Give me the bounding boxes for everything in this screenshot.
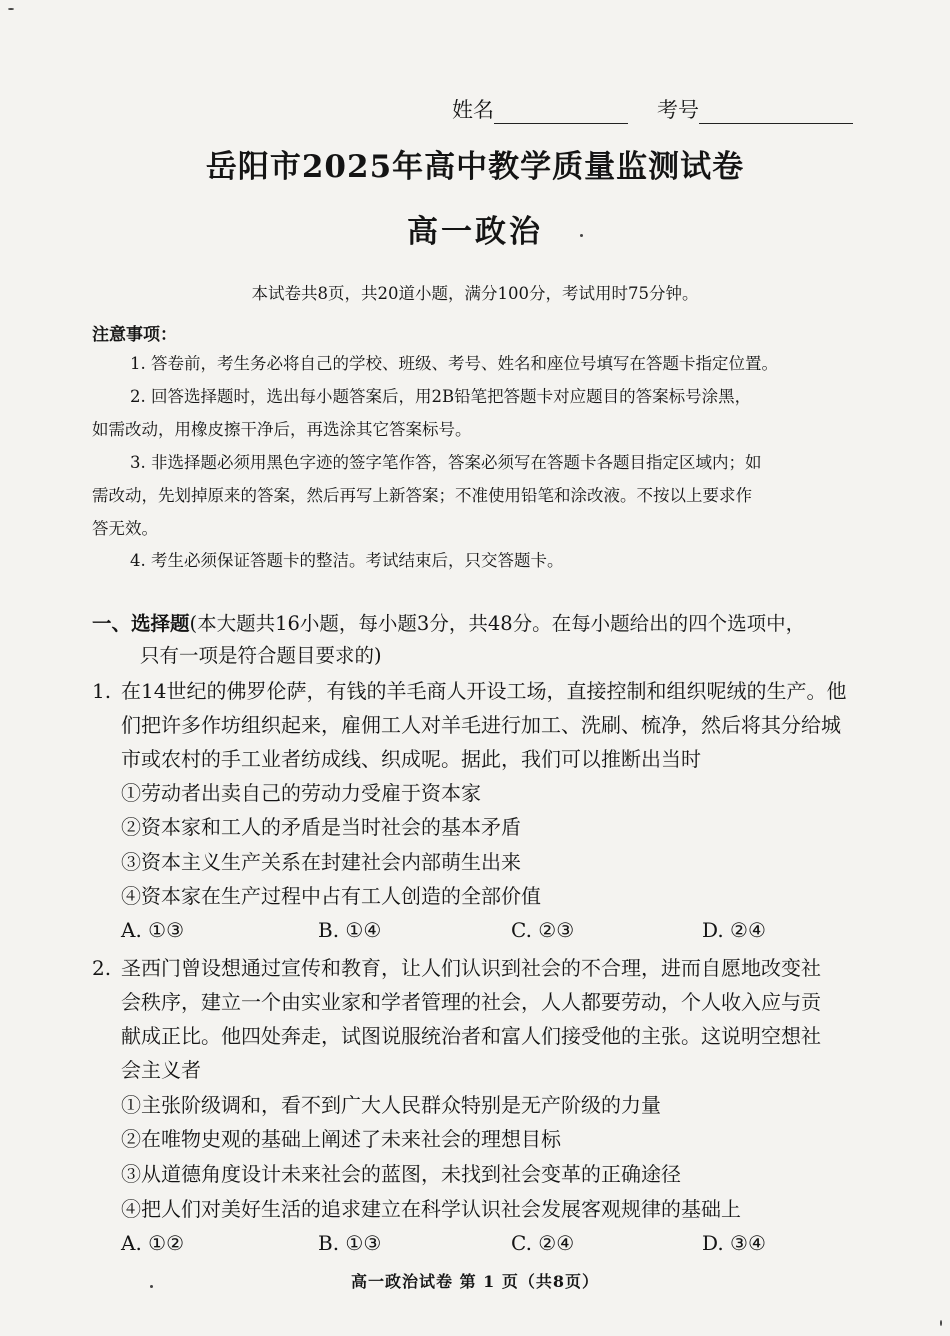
question-line: 市或农村的手工业者纺成线、织成呢。据此，我们可以推断出当时	[121, 747, 701, 771]
statement: ②资本家和工人的矛盾是当时社会的基本矛盾	[121, 815, 521, 839]
statement: ④把人们对美好生活的追求建立在科学认识社会发展客观规律的基础上	[121, 1197, 741, 1221]
scan-speck	[940, 1320, 942, 1326]
section-desc-cont: 只有一项是符合题目要求的)	[140, 644, 382, 667]
exam-title: 岳阳市2025年高中教学质量监测试卷	[205, 149, 745, 185]
statement: ③从道德角度设计未来社会的蓝图，未找到社会变革的正确途径	[121, 1162, 681, 1186]
scan-speck	[8, 8, 14, 10]
question-line: 会秩序，建立一个由实业家和学者管理的社会，人人都要劳动，个人收入应与贡	[121, 990, 821, 1014]
statement: ②在唯物史观的基础上阐述了未来社会的理想目标	[121, 1127, 561, 1151]
exam-subject: 高一政治	[407, 214, 543, 250]
choice-a: A. ①③	[121, 918, 185, 942]
question-number: 2.	[92, 956, 112, 980]
choice-c: C. ②③	[511, 918, 575, 942]
statement: ①劳动者出卖自己的劳动力受雇于资本家	[121, 781, 481, 805]
question-line: 会主义者	[121, 1058, 201, 1082]
note-item: 1. 答卷前，考生务必将自己的学校、班级、考号、姓名和座位号填写在答题卡指定位置。	[130, 354, 778, 373]
statement: ①主张阶级调和，看不到广大人民群众特别是无产阶级的力量	[121, 1093, 661, 1117]
section-desc: (本大题共16小题，每小题3分，共48分。在每小题给出的四个选项中，	[189, 612, 806, 635]
note-item: 需改动，先划掉原来的答案，然后再写上新答案；不准使用铅笔和涂改液。不按以上要求作	[92, 486, 752, 505]
choice-d: D. ②④	[702, 918, 766, 942]
choice-c: C. ②④	[511, 1231, 575, 1255]
exam-intro: 本试卷共8页，共20道小题，满分100分，考试用时75分钟。	[251, 284, 699, 303]
note-item: 答无效。	[92, 519, 158, 538]
note-item: 3. 非选择题必须用黑色字迹的签字笔作答，答案必须写在答题卡各题目指定区域内；如	[130, 453, 762, 472]
choice-a: A. ①②	[121, 1231, 185, 1255]
notes-heading: 注意事项：	[92, 325, 177, 345]
question-line: 在14世纪的佛罗伦萨，有钱的羊毛商人开设工场，直接控制和组织呢绒的生产。他	[121, 679, 847, 703]
statement: ③资本主义生产关系在封建社会内部萌生出来	[121, 850, 521, 874]
name-label: 姓名	[452, 98, 494, 122]
choice-b: B. ①④	[318, 918, 382, 942]
scan-speck	[150, 1285, 153, 1288]
question-line: 献成正比。他四处奔走，试图说服统治者和富人们接受他的主张。这说明空想社	[121, 1024, 821, 1048]
name-blank	[494, 101, 628, 124]
question-line: 们把许多作坊组织起来，雇佣工人对羊毛进行加工、洗刷、梳净，然后将其分给城	[121, 713, 841, 737]
note-item: 如需改动，用橡皮擦干净后，再选涂其它答案标号。	[92, 420, 472, 439]
choice-b: B. ①③	[318, 1231, 382, 1255]
choice-d: D. ③④	[702, 1231, 766, 1255]
page-footer: 高一政治试卷 第 1 页（共8页）	[351, 1272, 599, 1291]
section-header	[92, 608, 805, 639]
exam-no-field	[657, 94, 853, 124]
question-line: 圣西门曾设想通过宣传和教育，让人们认识到社会的不合理，进而自愿地改变社	[121, 956, 821, 980]
note-item: 4. 考生必须保证答题卡的整洁。考试结束后，只交答题卡。	[130, 551, 564, 570]
note-item: 2. 回答选择题时，选出每小题答案后，用2B铅笔把答题卡对应题目的答案标号涂黑，	[130, 387, 752, 406]
question-number: 1.	[92, 679, 112, 703]
name-field	[452, 94, 628, 124]
statement: ④资本家在生产过程中占有工人创造的全部价值	[121, 884, 541, 908]
scan-speck	[580, 234, 583, 237]
exam-no-blank	[699, 101, 853, 124]
exam-no-label: 考号	[657, 98, 699, 122]
section-label: 一、选择题	[92, 612, 190, 635]
